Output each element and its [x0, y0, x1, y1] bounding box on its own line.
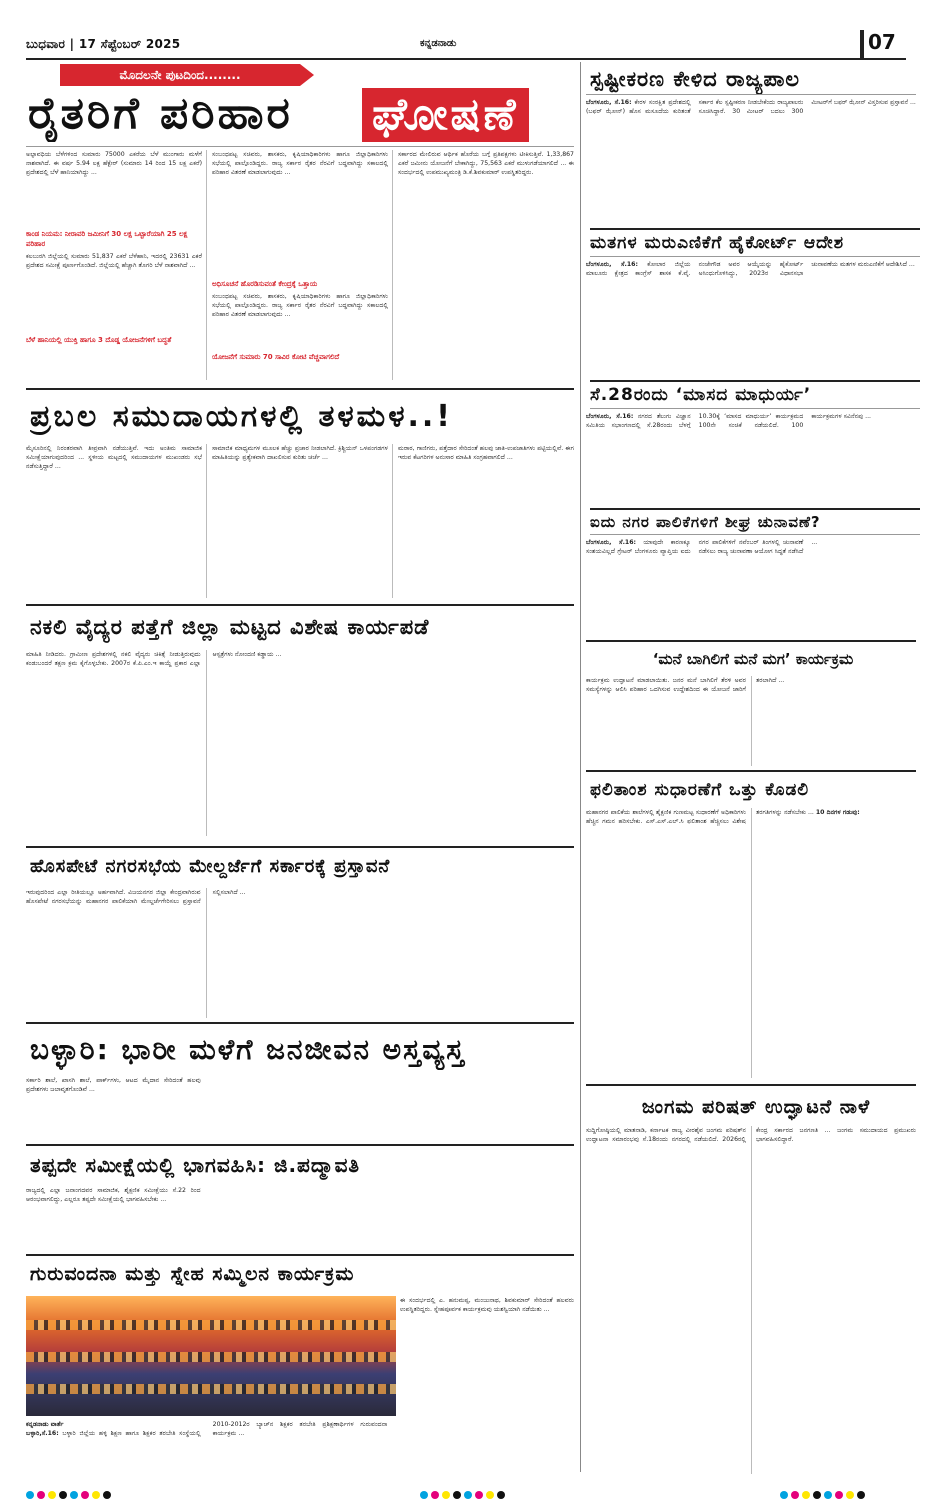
- guru-vandana-headline: ಗುರುವಂದನಾ ಮತ್ತು ಸ್ನೇಹ ಸಮ್ಮಿಲನ ಕಾರ್ಯಕ್ರಮ: [30, 1263, 355, 1285]
- results-text: ಮಹಾನಗರ ಪಾಲಿಕೆಯ ಶಾಲೆಗಳಲ್ಲಿ ಶೈಕ್ಷಣಿಕ ಗುಣಮಟ್ಟ ಸುಧಾರಣೆಗೆ ಅಧಿಕಾರಿಗಳು ಹೆಚ್ಚಿನ ಗಮನ ಹರಿಸಬೇಕು. ಎಸ್.ಎಸ್.ಎಲ್.ಸಿ ಫಲಿತಾಂಶ ಹೆಚ್ಚಿಸಲು ವಿಶೇಷ ತರಗತಿಗಳನ್ನು ನಡೆಸಬೇಕು ...: [586, 809, 814, 825]
- newspaper-brand: ಕನ್ನಡನಾಡು: [420, 38, 457, 49]
- guru-caption: ಬಳ್ಳಾರಿ ಜಿಲ್ಲೆಯ ಹಳ್ಳಿ ಶಿಕ್ಷಣ ಹಾಗೂ ಶಿಕ್ಷಕರ ತರಬೇತಿ ಸಂಸ್ಥೆಯಲ್ಲಿ 2010-2012ರ ಬ್ಯಾಚ್‌ನ ಶಿಕ್ಷಕರ ತರಬೇತಿ ಪ್ರಶಿಕ್ಷಣಾರ್ಥಿಗಳ ಗುರುವಂದನಾ ಕಾರ್ಯಕ್ರಮ ...: [62, 1421, 388, 1437]
- results-body: [586, 808, 916, 1078]
- color-registration-marks: [780, 1484, 900, 1492]
- photo-row: [26, 1352, 396, 1362]
- fake-doctors-headline: ನಕಲಿ ವೈದ್ಯರ ಪತ್ತೆಗೆ ಜಿಲ್ಲಾ ಮಟ್ಟದ ವಿಶೇಷ ಕಾರ್ಯಪಡೆ: [30, 615, 430, 639]
- page-number-bar: [860, 30, 864, 60]
- masthead-rule: [26, 58, 906, 60]
- section-rule: [586, 1084, 916, 1086]
- lead-body-1: ಅಲ್ಪಾವಧಿಯ ಬೆಳೆಗಳಿಂದ ಸುಮಾರು 75000 ಎಕರೆಯ ಬೆಳೆ ಮುಂಗಾರು ಮಳೆಗೆ ನಾಶವಾಗಿದೆ. ಈ ವರ್ಷ 5.94 ಲಕ್ಷ ಹೆಕ್ಟೇರ್ (ಸುಮಾರು 14 ರಿಂದ 15 ಲಕ್ಷ ಎಕರೆ) ಪ್ರದೇಶದಲ್ಲಿ ಬೆಳೆ ಹಾನಿಯಾಗಿದ್ದು ...: [26, 151, 202, 176]
- lead-headline-highlight: ಘೋಷಣೆ: [362, 88, 529, 142]
- recount-dateline: ಬೆಂಗಳೂರು, ಸೆ.16:: [586, 261, 638, 268]
- lead-subhead-4: ಯೋಜನೆಗೆ ಸುಮಾರು 70 ಸಾವಿರ ಕೋಟಿ ವೆಚ್ಚವಾಗಲಿದೆ: [212, 353, 340, 361]
- hosapete-headline: ಹೊಸಪೇಟೆ ನಗರಸಭೆಯ ಮೇಲ್ದರ್ಜೆಗೆ ಸರ್ಕಾರಕ್ಕೆ ಪ್ರಸ್ತಾವನೆ: [30, 856, 391, 877]
- color-registration-marks: [26, 1484, 146, 1492]
- recount-text: ಕೋಲಾರ ಜಿಲ್ಲೆಯ ಮಾಲೂರು ಕ್ಷೇತ್ರದ ಕಾಂಗ್ರೆಸ್ ಶಾಸಕ ಕೆ.ವೈ. ನಂಜೇಗೌಡ ಅವರ ಆಯ್ಕೆಯನ್ನು ಹೈಕೋರ್ಟ್ ಅಸಿಂಧುಗೊಳಿಸಿದ್ದು, 2023ರ ವಿಧಾನಸಭಾ ಚುನಾವಣೆಯ ಮತಗಳ ಮರುಎಣಿಕೆಗೆ ಆದೇಶಿಸಿದೆ ...: [586, 261, 915, 277]
- masada-body: [586, 412, 916, 498]
- section-rule: [26, 1022, 574, 1024]
- lead-body-2: ಸಂಬಂಧಪಟ್ಟ ಸಚಿವರು, ಶಾಸಕರು, ಕೃಷಿಯಾಧಿಕಾರಿಗಳು ಹಾಗೂ ಜಿಲ್ಲಾಧಿಕಾರಿಗಳು ಸಭೆಯಲ್ಲಿ ಪಾಲ್ಗೊಂಡಿದ್ದರು. ರಾಜ್ಯ ಸರ್ಕಾರ ರೈತರ ನೆರವಿಗೆ ಬದ್ಧವಾಗಿದ್ದು ಸಕಾಲದಲ್ಲಿ ಪರಿಹಾರ ವಿತರಣೆ ಮಾಡಲಾಗುವುದು ...: [212, 151, 388, 176]
- page-number: 07: [868, 30, 896, 54]
- jangama-headline: ಜಂಗಮ ಪರಿಷತ್ ಉದ್ಘಾಟನೆ ನಾಳೆ: [641, 1096, 871, 1118]
- lead-body-3: ಸರ್ಕಾರದ ಮೇಲಿರುವ ಆರ್ಥಿಕ ಹೊರೆಯ ಬಗ್ಗೆ ಪ್ರತಿಪಕ್ಷಗಳು ಟೀಕಿಸುತ್ತಿವೆ. 1,33,867 ಎಕರೆ ಜಮೀನು ಯೋಜನೆಗೆ ಬೇಕಾಗಿದ್ದು, 75,563 ಎಕರೆ ಮುಳುಗಡೆಯಾಗಲಿದೆ ... ಈ ಸಂದರ್ಭದಲ್ಲಿ ಉಪಮುಖ್ಯಮಂತ್ರಿ ಡಿ.ಕೆ.ಶಿವಕುಮಾರ್ ಉಪಸ್ಥಿತರಿದ್ದರು.: [398, 151, 574, 176]
- section-rule: [26, 1254, 574, 1256]
- survey-body: ರಾಜ್ಯದಲ್ಲಿ ಎಲ್ಲಾ ಜನಾಂಗದವರ ಸಾಮಾಜಿಕ, ಶೈಕ್ಷಣಿಕ ಸಮೀಕ್ಷೆಯು ಸೆ.22 ರಿಂದ ಆರಂಭವಾಗಲಿದ್ದು, ಎಲ್ಲರೂ ತಪ್ಪದೇ ಸಮೀಕ್ಷೆಯಲ್ಲಿ ಭಾಗವಹಿಸಬೇಕು ...: [26, 1187, 201, 1203]
- event-photo: [26, 1296, 396, 1416]
- lead-subhead-1: ಕಾಂಡ ನಿಯಮ: ನೀರಾವರಿ ಜಮೀನಿಗೆ 30 ಲಕ್ಷ ಒಟ್ಟಾರೆಯಾಗಿ 25 ಲಕ್ಷ ಪರಿಹಾರ: [26, 230, 188, 248]
- recount-headline: ಮತಗಳ ಮರುಎಣಿಕೆಗೆ ಹೈಕೋರ್ಟ್ ಆದೇಶ: [590, 228, 920, 257]
- mane-maga-headline: ‘ಮನೆ ಬಾಗಿಲಿಗೆ ಮನೆ ಮಗ’ ಕಾರ್ಯಕ್ರಮ: [652, 650, 854, 668]
- column-rule: [392, 150, 393, 380]
- lead-subhead-3: ಅಧಿಸೂಚನೆ ಹೊರಡಿಸುವಂತೆ ಕೇಂದ್ರಕ್ಕೆ ಒತ್ತಾಯ: [212, 280, 318, 288]
- results-headline: ಫಲಿತಾಂಶ ಸುಧಾರಣೆಗೆ ಒತ್ತು ಕೊಡಲಿ: [590, 780, 810, 800]
- masada-headline: ಸೆ.28ರಂದು ‘ಮಾಸದ ಮಾಧುರ್ಯ’: [590, 380, 920, 409]
- guru-vandana-caption-block: [26, 1420, 574, 1472]
- color-registration-marks: [420, 1484, 540, 1492]
- lead-body-1b: ಕಲಬುರಗಿ ಜಿಲ್ಲೆಯಲ್ಲಿ ಸುಮಾರು 51,837 ಎಕರೆ ಬೆಳೆಹಾನಿ, ಇದರಲ್ಲಿ 23631 ಎಕರೆ ಪ್ರದೇಶದ ಸಮೀಕ್ಷೆ ಪೂರ್ಣಗೊಂಡಿದೆ. ಜಿಲ್ಲೆಯಲ್ಲಿ ಹೆಚ್ಚಾಗಿ ತೊಗರಿ ಬೆಳೆ ನಾಶವಾಗಿದೆ ...: [26, 253, 202, 269]
- corp-election-text: ಯಾವುದೇ ಕಾರಣಕ್ಕೂ ಸಂಶಯವಿಲ್ಲದೆ ಗ್ರೇಟರ್ ಬೆಂಗಳೂರು ವ್ಯಾಪ್ತಿಯ ಐದು ನಗರ ಪಾಲಿಕೆಗಳಿಗೆ ನವೆಂಬರ್ ತಿಂಗಳಲ್ಲಿ ಚುನಾವಣೆ ನಡೆಸಲು ರಾಜ್ಯ ಚುನಾವಣಾ ಆಯೋಗ ಸಿದ್ಧತೆ ನಡೆಸಿದೆ ...: [586, 539, 818, 555]
- section-rule: [26, 1144, 574, 1146]
- lead-column-2: [212, 150, 388, 380]
- section-rule: [586, 770, 916, 772]
- section-rule: [26, 604, 574, 606]
- section-rule: [26, 388, 574, 390]
- corp-election-dateline: ಬೆಂಗಳೂರು, ಸೆ.16:: [586, 539, 637, 546]
- governor-text: ಕೇರಳ ಸಂರಕ್ಷಿತ ಪ್ರದೇಶದಲ್ಲಿ (ಬಫರ್ ಝೋನ್) ಹೊಸ ಮಸೂದೆಯ ಕುರಿತಂತೆ ಸರ್ಕಾರ ಕೆಲ ಸ್ಪಷ್ಟೀಕರಣ ನೀಡಬೇಕೆಂದು ರಾಜ್ಯಪಾಲರು ಸೂಚಿಸಿದ್ದಾರೆ. 30 ಮೀಟರ್ ಬದಲು 300 ಮೀಟರ್‌ಗೆ ಬಫರ್ ಝೋನ್ ವಿಸ್ತರಿಸುವ ಪ್ರಸ್ತಾವನೆ ...: [586, 99, 916, 115]
- kicker-label: ಮೊದಲನೇ ಪುಟದಿಂದ........: [60, 64, 300, 86]
- section-rule: [586, 640, 916, 642]
- recount-body: [586, 260, 916, 372]
- section-rule: [26, 846, 574, 848]
- page-number-box: [868, 30, 920, 60]
- guru-dateline: ಬಳ್ಳಾರಿ,ಸೆ.16:: [26, 1430, 59, 1437]
- news-credit: ಕನ್ನಡನಾಡು ವಾರ್ತೆ: [26, 1421, 64, 1428]
- corp-election-headline: ಐದು ನಗರ ಪಾಲಿಕೆಗಳಿಗೆ ಶೀಘ್ರ ಚುನಾವಣೆ?: [590, 508, 920, 535]
- lead-rule: [26, 146, 574, 147]
- ballari-rain-body: ಸರ್ಕಾರಿ ಶಾಲೆ, ಖಾಸಗಿ ಶಾಲೆ, ಪಾರ್ಕ್‌ಗಳು, ಆಟದ ಮೈದಾನ ಸೇರಿದಂತೆ ಹಲವು ಪ್ರದೇಶಗಳು ಜಲಾವೃತಗೊಂಡಿವೆ ...: [26, 1077, 201, 1093]
- samudaya-body-1: ಮೈಸೂರಿನಲ್ಲಿ ನಿರಂತರವಾಗಿ ತೀವ್ರವಾಗಿ ನಡೆಯುತ್ತಿವೆ. ಇದು ಅಂತಿಮ ಸಾಮಾಜಿಕ ಸಮೀಕ್ಷೆಯಾಗುವುದರಿಂದ ... ಸ್ಥಳೀಯ ಮಟ್ಟದಲ್ಲಿ ಸಮುದಾಯಗಳ ಮುಖಂಡರು ಸಭೆ ನಡೆಸುತ್ತಿದ್ದಾರೆ ...: [26, 445, 202, 470]
- governor-dateline: ಬೆಂಗಳೂರು, ಸೆ.16:: [586, 99, 632, 106]
- governor-body: [586, 98, 916, 222]
- masada-dateline: ಬೆಂಗಳೂರು, ಸೆ.16:: [586, 413, 634, 420]
- right-column-rule: [580, 62, 581, 1472]
- ballari-rain-headline: ಬಳ್ಳಾರಿ: ಭಾರೀ ಮಳೆಗೆ ಜನಜೀವನ ಅಸ್ತವ್ಯಸ್ತ: [30, 1033, 466, 1066]
- lead-subhead-2: ಬೆಳೆ ಹಾನಿಯಲ್ಲಿ ಯುಕ್ತಿ ಹಾಗೂ 3 ದೊಡ್ಡ ಯೋಜನೆಗಳಿಗೆ ಬದ್ಧತೆ: [26, 336, 172, 344]
- survey-headline: ತಪ್ಪದೇ ಸಮೀಕ್ಷೆಯಲ್ಲಿ ಭಾಗವಹಿಸಿ: ಜಿ.ಪದ್ಮಾವತಿ: [30, 1153, 361, 1177]
- column-rule: [206, 444, 207, 598]
- issue-date: ಬುಧವಾರ | 17 ಸೆಪ್ಟೆಂಬರ್ 2025: [26, 37, 181, 51]
- lead-headline: ರೈತರಿಗೆ ಪರಿಹಾರ: [28, 88, 293, 139]
- section-rule: [586, 94, 916, 95]
- governor-headline: ಸ್ಪಷ್ಟೀಕರಣ ಕೇಳಿದ ರಾಜ್ಯಪಾಲ: [590, 67, 801, 91]
- kicker-arrow: [300, 64, 314, 86]
- samudaya-body-3: ಮರಾಠ, ಗಾಣಿಗರು, ಪತ್ತೆದಾರ ಸೇರಿದಂತೆ ಹಲವು ಜಾತಿ-ಉಪಜಾತಿಗಳು ಪಟ್ಟಿಯಲ್ಲಿವೆ. ಈಗ ಇರುವ ಕೆಟಗರಿಗಳ ಅನುಸಾರ ಮಾಹಿತಿ ಸಂಗ್ರಹವಾಗಲಿದೆ ...: [398, 445, 574, 461]
- fake-doctors-body: ಮಾಹಿತಿ ನೀಡಿದರು. ಗ್ರಾಮೀಣ ಪ್ರದೇಶಗಳಲ್ಲಿ ನಕಲಿ ವೈದ್ಯರು ಚಿಕಿತ್ಸೆ ನೀಡುತ್ತಿರುವುದು ಕಂಡುಬಂದರೆ ತಕ್ಷಣ ಕ್ರಮ ಕೈಗೊಳ್ಳಬೇಕು. 2007ರ ಕೆ.ಪಿ.ಎಂ.ಇ ಕಾಯ್ದೆ ಪ್ರಕಾರ ಎಲ್ಲಾ ಆಸ್ಪತ್ರೆಗಳು ನೋಂದಣಿ ಕಡ್ಡಾಯ ...: [26, 651, 282, 667]
- lead-body-2b: ಸಂಬಂಧಪಟ್ಟ ಸಚಿವರು, ಶಾಸಕರು, ಕೃಷಿಯಾಧಿಕಾರಿಗಳು ಹಾಗೂ ಜಿಲ್ಲಾಧಿಕಾರಿಗಳು ಸಭೆಯಲ್ಲಿ ಪಾಲ್ಗೊಂಡಿದ್ದರು. ರಾಜ್ಯ ಸರ್ಕಾರ ರೈತರ ನೆರವಿಗೆ ಬದ್ಧವಾಗಿದ್ದು ಸಕಾಲದಲ್ಲಿ ಪರಿಹಾರ ವಿತರಣೆ ಮಾಡಲಾಗುವುದು ...: [212, 293, 388, 318]
- results-subhead: 10 ದಿನಗಳ ಗಡುವು:: [815, 809, 860, 816]
- samudaya-headline: ಪ್ರಬಲ ಸಮುದಾಯಗಳಲ್ಲಿ ತಳಮಳ..!: [30, 399, 453, 434]
- mane-maga-body: ಕಾರ್ಯಕ್ರಮ ಉದ್ಘಾಟನೆ ಮಾಡಲಾಯಿತು. ಜನರ ಮನೆ ಬಾಗಿಲಿಗೆ ತೆರಳಿ ಅವರ ಸಮಸ್ಯೆಗಳನ್ನು ಆಲಿಸಿ ಪರಿಹಾರ ಒದಗಿಸುವ ಉದ್ದೇಶದಿಂದ ಈ ಯೋಜನೆ ಜಾರಿಗೆ ತರಲಾಗಿದೆ ...: [586, 677, 785, 693]
- hosapete-body: ಇರುವುದರಿಂದ ಎಲ್ಲಾ ರೀತಿಯಲ್ಲೂ ಅರ್ಹವಾಗಿದೆ. ವಿಜಯನಗರ ಜಿಲ್ಲಾ ಕೇಂದ್ರವಾಗಿರುವ ಹೊಸಪೇಟೆ ನಗರಸಭೆಯನ್ನು ಮಹಾನಗರ ಪಾಲಿಕೆಯಾಗಿ ಮೇಲ್ದರ್ಜೆಗೇರಿಸಲು ಪ್ರಸ್ತಾವನೆ ಸಲ್ಲಿಸಲಾಗಿದೆ ...: [26, 889, 246, 905]
- photo-row: [26, 1384, 396, 1394]
- masada-text: ನಗರದ ತೆಲುಗು ವಿಜ್ಞಾನ ಸಮಿತಿಯ ಸಭಾಂಗಣದಲ್ಲಿ ಸೆ.28ರಂದು ಬೆಳಗ್ಗೆ 10.30ಕ್ಕೆ ‘ಮಾಸದ ಮಾಧುರ್ಯ’ ಕಾರ್ಯಕ್ರಮದ 100ನೇ ಸಂಚಿಕೆ ನಡೆಯಲಿದೆ. 100 ಕಾರ್ಯಕ್ರಮಗಳ ಸವಿನೆನಪು ...: [586, 413, 872, 429]
- column-rule: [206, 150, 207, 380]
- samudaya-body-2: ಸಾಮಾಜಿಕ ಮಾಧ್ಯಮಗಳ ಮೂಲಕ ಹೆಚ್ಚು ಪ್ರಚಾರ ನೀಡಲಾಗಿದೆ. ಕ್ರಿಶ್ಚಿಯನ್ ಒಳಪಂಗಡಗಳ ಮಾಹಿತಿಯನ್ನು ಪ್ರತ್ಯೇಕವಾಗಿ ದಾಖಲಿಸುವ ಕುರಿತು ಚರ್ಚೆ ...: [212, 445, 388, 461]
- lead-column-1: [26, 150, 202, 380]
- jangama-body: ಸುದ್ದಿಗೋಷ್ಠಿಯಲ್ಲಿ ಮಾತನಾಡಿ, ಕರ್ನಾಟಕ ರಾಜ್ಯ ವೀರಶೈವ ಜಂಗಮ ಪರಿಷತ್‌ನ ಉದ್ಘಾಟನಾ ಸಮಾರಂಭವು ಸೆ.18ರಂದು ನಗರದಲ್ಲಿ ನಡೆಯಲಿದೆ. 2026ರಲ್ಲಿ ಕೇಂದ್ರ ಸರ್ಕಾರದ ಜನಗಣತಿ ... ಜಂಗಮ ಸಮುದಾಯದ ಪ್ರಮುಖರು ಭಾಗವಹಿಸಲಿದ್ದಾರೆ.: [586, 1127, 916, 1143]
- guru-vandana-body: ಈ ಸಂದರ್ಭದಲ್ಲಿ ಎ. ಹನುಮಪ್ಪ, ಮಂಜುನಾಥ, ಶಿವಕುಮಾರ್ ಸೇರಿದಂತೆ ಹಲವರು ಉಪಸ್ಥಿತರಿದ್ದರು. ಸ್ನೇಹಪೂರ್ವಕ ಕಾರ್ಯಕ್ರಮವು ಯಶಸ್ವಿಯಾಗಿ ನಡೆಯಿತು ...: [400, 1297, 574, 1313]
- photo-row: [26, 1320, 396, 1330]
- column-rule: [392, 444, 393, 598]
- corp-election-body: [586, 538, 916, 632]
